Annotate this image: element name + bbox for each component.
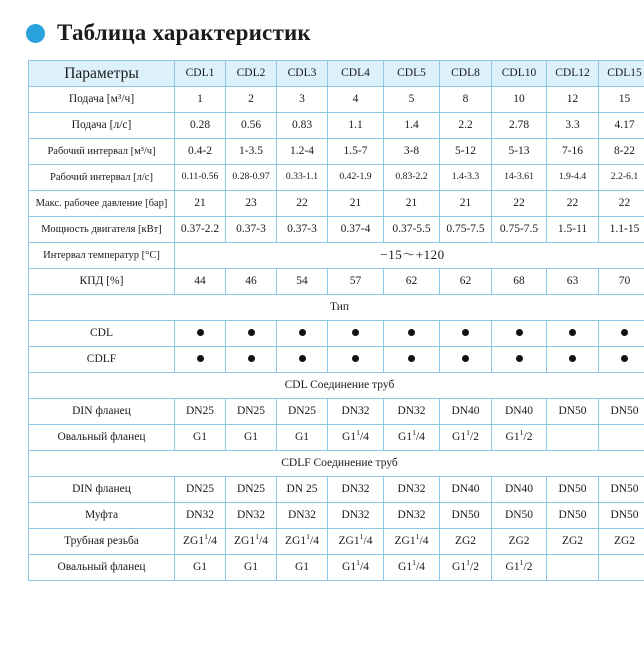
filled-circle-icon [248,355,255,362]
page-title-text: Таблица характеристик [57,20,311,45]
table-cell: 1.1 [328,113,384,139]
row-label: Макс. рабочее давление [бар] [29,191,175,217]
table-cell: 68 [492,269,547,295]
table-cell: G1 [277,555,328,581]
table-cell: 2.2 [440,113,492,139]
filled-circle-icon [569,329,576,336]
table-cell: 5-13 [492,139,547,165]
table-cell: 0.28-0.97 [226,165,277,191]
row-label: DIN фланец [29,399,175,425]
table-cell: DN40 [440,477,492,503]
table-row [29,425,644,451]
row-label: Муфта [29,503,175,529]
table-cell: 0.37-3 [226,217,277,243]
table-row [29,451,644,477]
table-cell: 0.4-2 [175,139,226,165]
dot-marker [277,321,328,347]
table-cell: 22 [547,191,599,217]
table-cell: DN25 [175,399,226,425]
table-cell: 5-12 [440,139,492,165]
filled-circle-icon [569,355,576,362]
table-cell: $G1^1/4$ [384,555,440,581]
table-cell: 15 [599,87,644,113]
table-cell: 0.37-5.5 [384,217,440,243]
table-cell: ZG2 [547,529,599,555]
table-cell: 3 [277,87,328,113]
dot-marker [384,347,440,373]
table-cell: 54 [277,269,328,295]
table-cell: 2.2-6.1 [599,165,644,191]
table-row [29,139,644,165]
table-cell: 0.33-1.1 [277,165,328,191]
table-cell: 5 [384,87,440,113]
table-cell: 0.75-7.5 [492,217,547,243]
table-cell: ZG2 [492,529,547,555]
table-cell: 22 [599,191,644,217]
table-cell: 1.4-3.3 [440,165,492,191]
row-label: Подача [л/с] [29,113,175,139]
table-cell: DN25 [175,477,226,503]
table-cell: DN50 [492,503,547,529]
table-cell: 1.1-15 [599,217,644,243]
table-row [29,243,644,269]
dot-marker [226,347,277,373]
table-cell: 70 [599,269,644,295]
table-cell: 12 [547,87,599,113]
row-label: Интервал температур [°C] [29,243,175,269]
filled-circle-icon [408,355,415,362]
dot-marker [226,321,277,347]
table-cell: 63 [547,269,599,295]
filled-circle-icon [621,329,628,336]
table-cell: G1 [175,555,226,581]
row-label: Овальный фланец [29,425,175,451]
table-cell: 3.3 [547,113,599,139]
filled-circle-icon [197,355,204,362]
filled-circle-icon [197,329,204,336]
table-cell: DN50 [547,399,599,425]
table-row [29,165,644,191]
table-cell: DN32 [175,503,226,529]
row-label: Рабочий интервал [м³/ч] [29,139,175,165]
row-label: Трубная резьба [29,529,175,555]
table-cell: $G1^1/2$ [440,555,492,581]
table-cell: 8 [440,87,492,113]
table-cell: 62 [384,269,440,295]
row-label: DIN фланец [29,477,175,503]
table-row [29,269,644,295]
table-cell: $G1^1/4$ [384,425,440,451]
table-cell: G1 [226,425,277,451]
dot-marker [492,321,547,347]
table-row [29,477,644,503]
table-row [29,191,644,217]
table-cell: DN50 [440,503,492,529]
table-cell: 1-3.5 [226,139,277,165]
table-cell: 1.2-4 [277,139,328,165]
column-header-cdl5: CDL5 [384,61,440,87]
table-cell: DN32 [277,503,328,529]
table-cell: G1 [226,555,277,581]
table-cell: DN32 [328,477,384,503]
filled-circle-icon [352,355,359,362]
table-cell: DN25 [226,477,277,503]
table-cell: ZG2 [599,529,644,555]
table-cell: 14-3.61 [492,165,547,191]
table-cell: $ZG1^1/4$ [384,529,440,555]
table-cell: 0.37-4 [328,217,384,243]
table-row [29,321,644,347]
row-label: Мощность двигателя [кВт] [29,217,175,243]
table-cell: 0.75-7.5 [440,217,492,243]
column-header-cdl15: CDL15 [599,61,644,87]
table-cell: DN40 [440,399,492,425]
table-row [29,347,644,373]
row-label: CDL [29,321,175,347]
table-section-label: CDLF Соединение труб [29,451,644,477]
table-cell: 0.83 [277,113,328,139]
table-cell: 46 [226,269,277,295]
row-label: CDLF [29,347,175,373]
table-cell: DN40 [492,477,547,503]
table-row [29,295,644,321]
filled-circle-icon [516,355,523,362]
table-cell: DN32 [384,503,440,529]
table-cell: $ZG1^1/4$ [328,529,384,555]
table-cell: 8-22 [599,139,644,165]
table-cell: $ZG1^1/4$ [277,529,328,555]
filled-circle-icon [408,329,415,336]
column-header-cdl10: CDL10 [492,61,547,87]
table-cell: 4.17 [599,113,644,139]
table-cell [599,555,644,581]
column-header-cdl2: CDL2 [226,61,277,87]
table-cell: 0.42-1.9 [328,165,384,191]
table-cell: 2.78 [492,113,547,139]
table-cell: 0.37-2.2 [175,217,226,243]
table-cell [547,555,599,581]
table-cell: $ZG1^1/4$ [175,529,226,555]
table-row [29,87,644,113]
table-cell: DN50 [547,503,599,529]
table-cell: DN32 [384,399,440,425]
dot-marker [384,321,440,347]
filled-circle-icon [462,329,469,336]
table-cell: DN32 [328,399,384,425]
table-cell: 7-16 [547,139,599,165]
table-cell: 21 [328,191,384,217]
column-header-cdl3: CDL3 [277,61,328,87]
row-label: Овальный фланец [29,555,175,581]
table-cell: DN25 [277,399,328,425]
filled-circle-icon [462,355,469,362]
table-cell: 22 [277,191,328,217]
table-cell: $G1^1/2$ [492,555,547,581]
table-cell [547,425,599,451]
table-cell: DN50 [547,477,599,503]
table-cell: 1.4 [384,113,440,139]
table-cell: 3-8 [384,139,440,165]
table-section-label: CDL Соединение труб [29,373,644,399]
dot-marker [175,347,226,373]
table-row [29,529,644,555]
row-span-value: −15〜+120 [175,243,644,269]
column-header-cdl8: CDL8 [440,61,492,87]
column-header-cdl12: CDL12 [547,61,599,87]
dot-marker [328,347,384,373]
dot-marker [547,347,599,373]
table-header [29,61,644,87]
table-cell: $G1^1/2$ [440,425,492,451]
specification-table [28,60,644,581]
table-cell: 10 [492,87,547,113]
table-row [29,399,644,425]
table-cell: $G1^1/4$ [328,425,384,451]
table-header-row [29,61,644,87]
table-cell: DN32 [328,503,384,529]
table-cell: 0.28 [175,113,226,139]
dot-marker [440,347,492,373]
table-cell: 21 [440,191,492,217]
dot-marker [599,321,644,347]
table-cell: 22 [492,191,547,217]
table-cell: G1 [277,425,328,451]
page-title [26,20,626,46]
dot-marker [277,347,328,373]
dot-marker [599,347,644,373]
table-cell: DN25 [226,399,277,425]
dot-marker [440,321,492,347]
table-cell [599,425,644,451]
table-cell: 0.56 [226,113,277,139]
table-body [29,87,644,581]
table-cell: DN40 [492,399,547,425]
dot-marker [328,321,384,347]
table-row [29,113,644,139]
row-label: Рабочий интервал [л/с] [29,165,175,191]
column-header-cdl4: CDL4 [328,61,384,87]
table-row [29,503,644,529]
filled-circle-icon [352,329,359,336]
table-row [29,555,644,581]
bullet-icon [26,24,45,43]
table-cell: 0.37-3 [277,217,328,243]
filled-circle-icon [248,329,255,336]
table-cell: DN50 [599,477,644,503]
table-cell: 21 [175,191,226,217]
filled-circle-icon [516,329,523,336]
table-cell: 62 [440,269,492,295]
table-cell: 21 [384,191,440,217]
dot-marker [547,321,599,347]
table-cell: 1.5-11 [547,217,599,243]
dot-marker [175,321,226,347]
row-label: КПД [%] [29,269,175,295]
table-row [29,217,644,243]
dot-marker [492,347,547,373]
table-cell: 0.11-0.56 [175,165,226,191]
table-section-label: Тип [29,295,644,321]
table-cell: DN32 [226,503,277,529]
table-cell: $G1^1/4$ [328,555,384,581]
table-cell: 0.83-2.2 [384,165,440,191]
table-cell: 1.5-7 [328,139,384,165]
table-cell: 44 [175,269,226,295]
row-label: Подача [м³/ч] [29,87,175,113]
filled-circle-icon [299,329,306,336]
table-row [29,373,644,399]
table-cell: $ZG1^1/4$ [226,529,277,555]
table-cell: ZG2 [440,529,492,555]
table-cell: DN 25 [277,477,328,503]
table-cell: 4 [328,87,384,113]
table-cell: 1 [175,87,226,113]
table-cell: DN32 [384,477,440,503]
table-cell: 23 [226,191,277,217]
table-cell: DN50 [599,503,644,529]
table-cell: 2 [226,87,277,113]
column-header-parameters: Параметры [29,61,175,87]
table-cell: G1 [175,425,226,451]
filled-circle-icon [621,355,628,362]
column-header-cdl1: CDL1 [175,61,226,87]
table-cell: $G1^1/2$ [492,425,547,451]
table-cell: 57 [328,269,384,295]
table-cell: 1.9-4.4 [547,165,599,191]
table-cell: DN50 [599,399,644,425]
filled-circle-icon [299,355,306,362]
